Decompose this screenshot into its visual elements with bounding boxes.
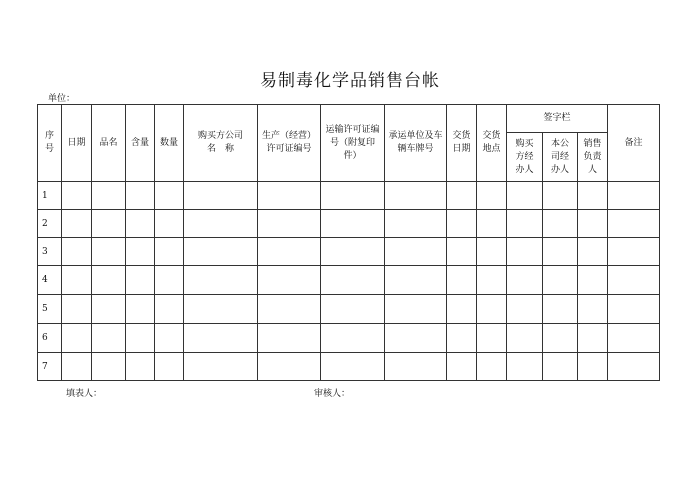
row-number: 5 [38, 295, 62, 324]
table-row [38, 324, 660, 353]
header-company-agent: 本公司经办人 [543, 133, 578, 182]
header-date: 日期 [62, 105, 92, 182]
table-row [38, 238, 660, 266]
row-number: 3 [38, 238, 62, 266]
page-title: 易制毒化学品销售台帐 [260, 71, 440, 91]
header-content: 含量 [126, 105, 155, 182]
row-number: 4 [38, 266, 62, 295]
header-delivery-date: 交货日期 [447, 105, 477, 182]
header-sales-manager: 销售负责人 [578, 133, 608, 182]
row-number: 1 [38, 182, 62, 210]
header-buyer: 购买方公司名 称 [184, 105, 258, 182]
header-production-permit: 生产（经营）许可证编号 [258, 105, 321, 182]
header-carrier: 承运单位及车辆车牌号 [385, 105, 447, 182]
row-number: 2 [38, 210, 62, 238]
table-row [38, 182, 660, 210]
header-remarks: 备注 [608, 105, 660, 182]
unit-label: 单位： [48, 94, 76, 104]
table-row [38, 210, 660, 238]
table-row [38, 295, 660, 324]
header-transport-permit: 运输许可证编号（附复印件） [321, 105, 385, 182]
reviewer-label: 审核人： [314, 389, 351, 399]
header-quantity: 数量 [155, 105, 184, 182]
preparer-label: 填表人： [66, 389, 103, 399]
header-product: 品名 [92, 105, 126, 182]
row-number: 6 [38, 324, 62, 353]
header-seq: 序号 [38, 105, 62, 182]
row-number: 7 [38, 353, 62, 381]
header-delivery-place: 交货地点 [477, 105, 507, 182]
table-row [38, 266, 660, 295]
header-signature: 签字栏 [507, 105, 608, 133]
sales-ledger-table [37, 104, 660, 381]
table-row [38, 353, 660, 381]
header-buyer-agent: 购买方经办人 [507, 133, 543, 182]
